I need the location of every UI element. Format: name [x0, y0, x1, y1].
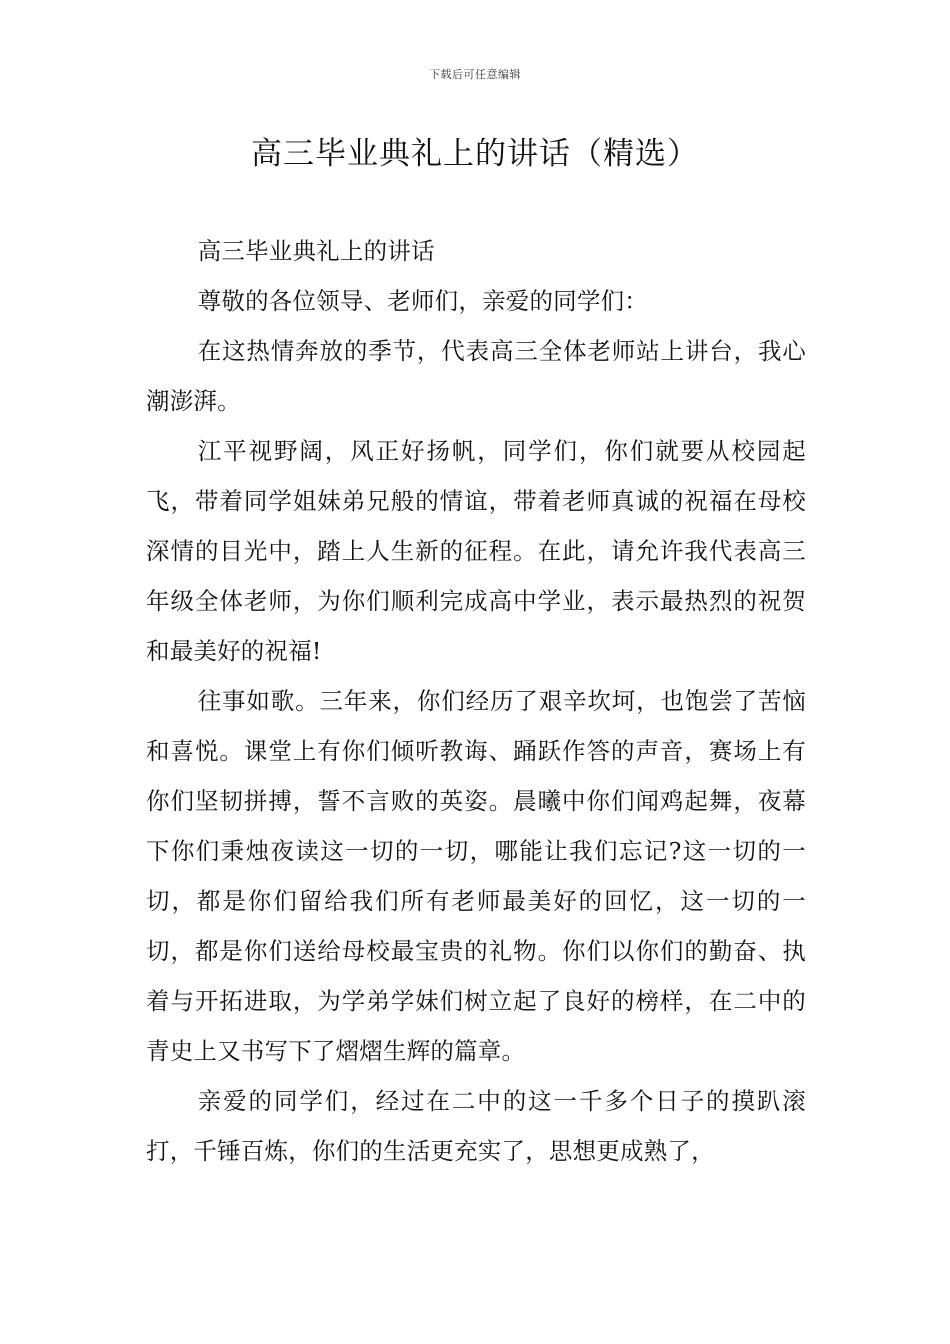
- paragraph: 亲爱的同学们，经过在二中的这一千多个日子的摸趴滚打，千锤百炼，你们的生活更充实了，思想更成熟了，: [146, 1087, 806, 1165]
- paragraph: 江平视野阔，风正好扬帆，同学们，你们就要从校园起飞，带着同学姐妹弟兄般的情谊，带着老师真诚的祝福在母校深情的目光中，踏上人生新的征程。在此，请允许我代表高三年级全体老师，为你们顺利完成高中学业，表示最热烈的祝贺和最美好的祝福!: [146, 437, 806, 665]
- paragraph: 在这热情奔放的季节，代表高三全体老师站上讲台，我心潮澎湃。: [146, 337, 806, 415]
- document-title: 高三毕业典礼上的讲话（精选）: [251, 136, 699, 172]
- paragraph-subtitle: 高三毕业典礼上的讲话: [197, 237, 435, 265]
- header-note: 下载后可任意编辑: [429, 68, 521, 81]
- document-body: [146, 226, 806, 1176]
- paragraph: 往事如歌。三年来，你们经历了艰辛坎坷，也饱尝了苦恼和喜悦。课堂上有你们倾听教诲、踊跃作答的声音，赛场上有你们坚韧拼搏，誓不言败的英姿。晨曦中你们闻鸡起舞，夜幕下你们秉烛夜读这一切的一切，哪能让我们忘记?这一切的一切，都是你们留给我们所有老师最美好的回忆，这一切的一切，都是你们送给母校最宝贵的礼物。你们以你们的勤奋、执着与开拓进取，为学弟学妹们树立起了良好的榜样，在二中的青史上又书写下了熠熠生辉的篇章。: [146, 687, 806, 1065]
- paragraph-salutation: 尊敬的各位领导、老师们，亲爱的同学们：: [197, 287, 648, 315]
